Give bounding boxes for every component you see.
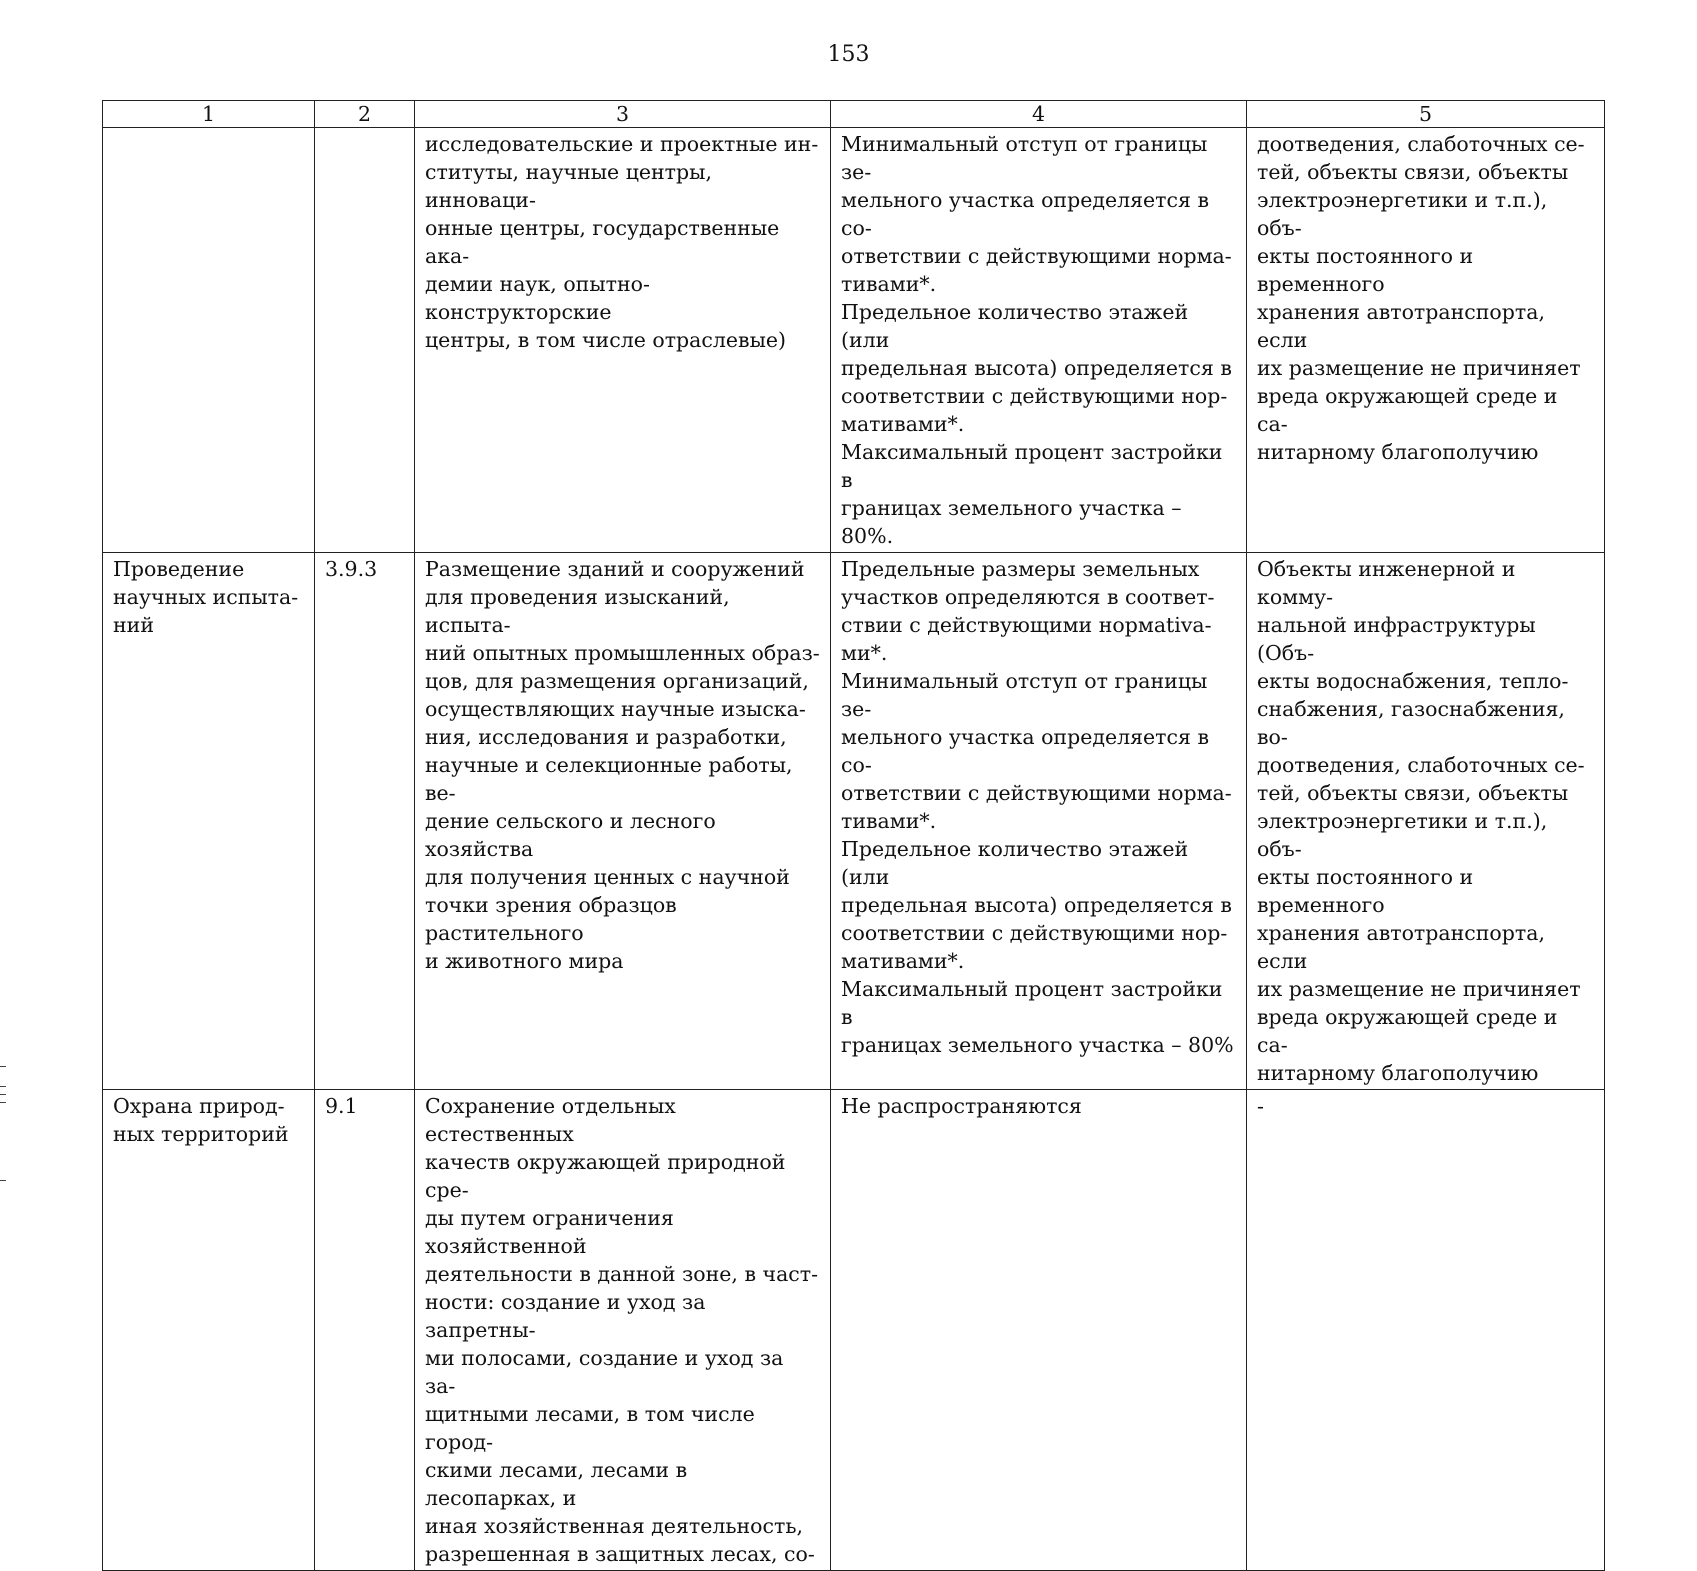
column-header-3: 3 (415, 101, 831, 128)
scan-edge-mark (0, 1180, 6, 1181)
parameters-cell: Минимальный отступ от границы зе- мельного участка определяется в со- ответствии с действующими норма- тивами*. Предельное количество этажей (или предельная высота) определяется в соответствии с действующими нор- мативами*. Максимальный процент застройки в границах земельного участка – 80%. (831, 128, 1247, 553)
parameters-cell: Не распространяются (831, 1090, 1247, 1571)
scan-edge-mark (0, 1102, 6, 1103)
regulations-table (102, 100, 1605, 1571)
auxiliary-uses-cell: доотведения, слаботочных се- тей, объекты связи, объекты электроэнергетики и т.п.), объ- екты постоянного и временного хранения автотранспорта, если их размещение не причиняет вреда окружающей среде и са- нитарному благополучию (1247, 128, 1605, 553)
scan-edge-mark (0, 1086, 6, 1087)
use-name-cell (103, 128, 315, 553)
use-name-cell: Охрана природ- ных территорий (103, 1090, 315, 1571)
table-row (103, 128, 1605, 553)
table-row (103, 553, 1605, 1090)
header-row (103, 101, 1605, 128)
scan-edge-mark (0, 1094, 6, 1095)
scan-edge-mark (0, 1066, 6, 1067)
use-description-cell: исследовательские и проектные ин- ституты, научные центры, инноваци- онные центры, государственные ака- демии наук, опытно-конструкторские центры, в том числе отраслевые) (415, 128, 831, 553)
column-header-2: 2 (315, 101, 415, 128)
auxiliary-uses-cell: - (1247, 1090, 1605, 1571)
column-header-1: 1 (103, 101, 315, 128)
auxiliary-uses-cell: Объекты инженерной и комму- нальной инфраструктуры (Объ- екты водоснабжения, тепло- снабжения, газоснабжения, во- доотведения, слаботочных се- тей, объекты связи, объекты электроэнергетики и т.п.), объ- екты постоянного и временного хранения автотранспорта, если их размещение не причиняет вреда окружающей среде и са- нитарному благополучию (1247, 553, 1605, 1090)
column-header-5: 5 (1247, 101, 1605, 128)
use-description-cell: Размещение зданий и сооружений для проведения изысканий, испыта- ний опытных промышленных образ- цов, для размещения организаций, осуществляющих научные изыска- ния, исследования и разработки, научные и селекционные работы, ве- дение сельского и лесного хозяйства для получения ценных с научной точки зрения образцов растительного и животного мира (415, 553, 831, 1090)
use-code-cell: 9.1 (315, 1090, 415, 1571)
use-description-cell: Сохранение отдельных естественных качеств окружающей природной сре- ды путем ограничения хозяйственной деятельности в данной зоне, в част- ности: создание и уход за запретны- ми полосами, создание и уход за за- щитными лесами, в том числе город- скими лесами, лесами в лесопарках, и иная хозяйственная деятельность, разрешенная в защитных лесах, со- (415, 1090, 831, 1571)
table-row (103, 1090, 1605, 1571)
column-header-4: 4 (831, 101, 1247, 128)
page-number: 153 (827, 42, 870, 67)
use-name-cell: Проведение научных испыта- ний (103, 553, 315, 1090)
use-code-cell (315, 128, 415, 553)
parameters-cell: Предельные размеры земельных участков определяются в соответ- ствии с действующими нормativa- ми*. Минимальный отступ от границы зе- мельного участка определяется в со- ответствии с действующими норма- тивами*. Предельное количество этажей (или предельная высота) определяется в соответствии с действующими нор- мативами*. Максимальный процент застройки в границах земельного участка – 80% (831, 553, 1247, 1090)
use-code-cell: 3.9.3 (315, 553, 415, 1090)
